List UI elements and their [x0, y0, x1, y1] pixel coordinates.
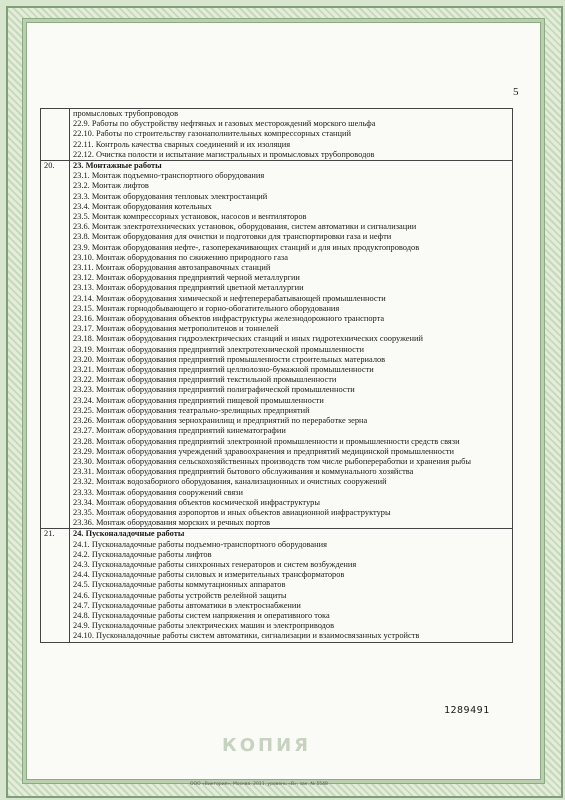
- works-table: [40, 108, 513, 643]
- list-item: 23.30. Монтаж оборудования сельскохозяйственных производств том числе рыбопереработки и хранения рыбы: [73, 456, 471, 466]
- list-item: 23.26. Монтаж оборудования зернохранилищ и предприятий по переработке зерна: [73, 416, 368, 426]
- list-item: 23.6. Монтаж электротехнических установок, оборудования, систем автоматики и сигнализации: [73, 222, 417, 232]
- list-item: 23.34. Монтаж оборудования объектов космической инфраструктуры: [73, 497, 320, 507]
- list-item: 22.12. Очистка полости и испытание магистральных и промысловых трубопроводов: [73, 149, 375, 159]
- list-item: 23.32. Монтаж водозаборного оборудования, канализационных и очистных сооружений: [73, 477, 387, 487]
- section-heading: 24. Пусконаладочные работы: [73, 529, 185, 539]
- row-content-cell: [70, 109, 513, 161]
- list-item: 24.9. Пусконаладочные работы электрических машин и электроприводов: [73, 621, 335, 631]
- list-item: промысловых трубопроводов: [73, 109, 179, 118]
- list-item: 24.3. Пусконаладочные работы синхронных генераторов и систем возбуждения: [73, 559, 357, 569]
- list-item: 23.13. Монтаж оборудования предприятий цветной металлургии: [73, 283, 304, 293]
- list-item: 23.22. Монтаж оборудования предприятий текстильной промышленности: [73, 375, 337, 385]
- list-item: 23.12. Монтаж оборудования предприятий черной металлургии: [73, 273, 300, 283]
- list-item: 23.36. Монтаж оборудования морских и речных портов: [73, 518, 271, 528]
- list-item: 23.28. Монтаж оборудования предприятий электронной промышленности и промышленности средств связи: [73, 436, 460, 446]
- list-item: 24.1. Пусконаладочные работы подъемно-транспортного оборудования: [73, 539, 327, 549]
- table-row-section-24: [41, 529, 513, 642]
- list-item: 24.6. Пусконаладочные работы устройств релейной защиты: [73, 590, 287, 600]
- copy-watermark: КОПИЯ: [222, 735, 312, 756]
- list-item: 23.33. Монтаж оборудования сооружений связи: [73, 487, 243, 497]
- list-item: 23.11. Монтаж оборудования автозаправочных станций: [73, 263, 271, 273]
- row-number-cell: [41, 109, 70, 161]
- list-item: 22.10. Работы по строительству газонаполнительных компрессорных станций: [73, 129, 351, 139]
- list-item: 23.1. Монтаж подъемно-транспортного оборудования: [73, 171, 265, 181]
- list-item: 23.3. Монтаж оборудования тепловых электростанций: [73, 191, 268, 201]
- list-item: 23.24. Монтаж оборудования предприятий пищевой промышленности: [73, 395, 324, 405]
- list-item: 22.11. Контроль качества сварных соединений и их изоляция: [73, 139, 291, 149]
- list-item: 23.2. Монтаж лифтов: [73, 181, 149, 191]
- printer-footer: ООО «Виктория», Москва, 2011, уровень «В», зак. № 5548: [190, 782, 328, 787]
- serial-number: 1289491: [444, 705, 490, 716]
- list-item: 24.2. Пусконаладочные работы лифтов: [73, 549, 212, 559]
- list-item: 23.20. Монтаж оборудования предприятий промышленности строительных материалов: [73, 354, 386, 364]
- list-item: 23.5. Монтаж компрессорных установок, насосов и вентиляторов: [73, 212, 307, 222]
- list-item: 24.4. Пусконаладочные работы силовых и измерительных трансформаторов: [73, 570, 345, 580]
- list-item: 23.16. Монтаж оборудования объектов инфраструктуры железнодорожного транспорта: [73, 314, 385, 324]
- list-item: 23.25. Монтаж оборудования театрально-зрелищных предприятий: [73, 405, 310, 415]
- list-item: 23.21. Монтаж оборудования предприятий целлюлозно-бумажной промышленности: [73, 365, 374, 375]
- row-content-cell: [70, 161, 513, 529]
- list-item: 23.17. Монтаж оборудования метрополитенов и тоннелей: [73, 324, 279, 334]
- page-number: 5: [513, 86, 519, 98]
- list-item: 24.5. Пусконаладочные работы коммутационных аппаратов: [73, 580, 286, 590]
- list-item: 24.7. Пусконаладочные работы автоматики в электроснабжении: [73, 600, 301, 610]
- table-row-continuation: [41, 109, 513, 161]
- row-content-cell: [70, 529, 513, 642]
- row-number-cell: 21.: [41, 529, 70, 642]
- list-item: 23.9. Монтаж оборудования нефте-, газоперекачивающих станций и для иных продуктопроводов: [73, 242, 420, 252]
- list-item: 23.18. Монтаж оборудования гидроэлектрических станций и иных гидротехнических сооружений: [73, 334, 423, 344]
- list-item: 23.4. Монтаж оборудования котельных: [73, 201, 212, 211]
- list-item: 23.19. Монтаж оборудования предприятий электротехнической промышленности: [73, 344, 365, 354]
- table-row-section-23: [41, 161, 513, 529]
- list-item: 24.8. Пусконаладочные работы систем напряжения и оперативного тока: [73, 610, 330, 620]
- list-item: 23.35. Монтаж оборудования аэропортов и иных объектов авиационной инфраструктуры: [73, 507, 391, 517]
- list-item: 23.27. Монтаж оборудования предприятий кинематографии: [73, 426, 286, 436]
- list-item: 23.10. Монтаж оборудования по сжижению природного газа: [73, 252, 288, 262]
- list-item: 24.10. Пусконаладочные работы систем автоматики, сигнализации и взаимосвязанных устройств: [73, 631, 420, 641]
- list-item: 23.14. Монтаж оборудования химической и нефтеперерабатывающей промышленности: [73, 293, 386, 303]
- list-item: 23.23. Монтаж оборудования предприятий полиграфической промышленности: [73, 385, 355, 395]
- list-item: 22.9. Работы по обустройству нефтяных и газовых месторождений морского шельфа: [73, 119, 376, 129]
- list-item: 23.31. Монтаж оборудования предприятий бытового обслуживания и коммунального хозяйства: [73, 467, 414, 477]
- list-item: 23.15. Монтаж горнодобывающего и горно-обогатительного оборудования: [73, 303, 340, 313]
- list-item: 23.8. Монтаж оборудования для очистки и подготовки для транспортировки газа и нефти: [73, 232, 392, 242]
- list-item: 23.29. Монтаж оборудования учреждений здравоохранения и предприятий медицинской промышленности: [73, 446, 455, 456]
- section-heading: 23. Монтажные работы: [73, 161, 162, 171]
- row-number-cell: 20.: [41, 161, 70, 529]
